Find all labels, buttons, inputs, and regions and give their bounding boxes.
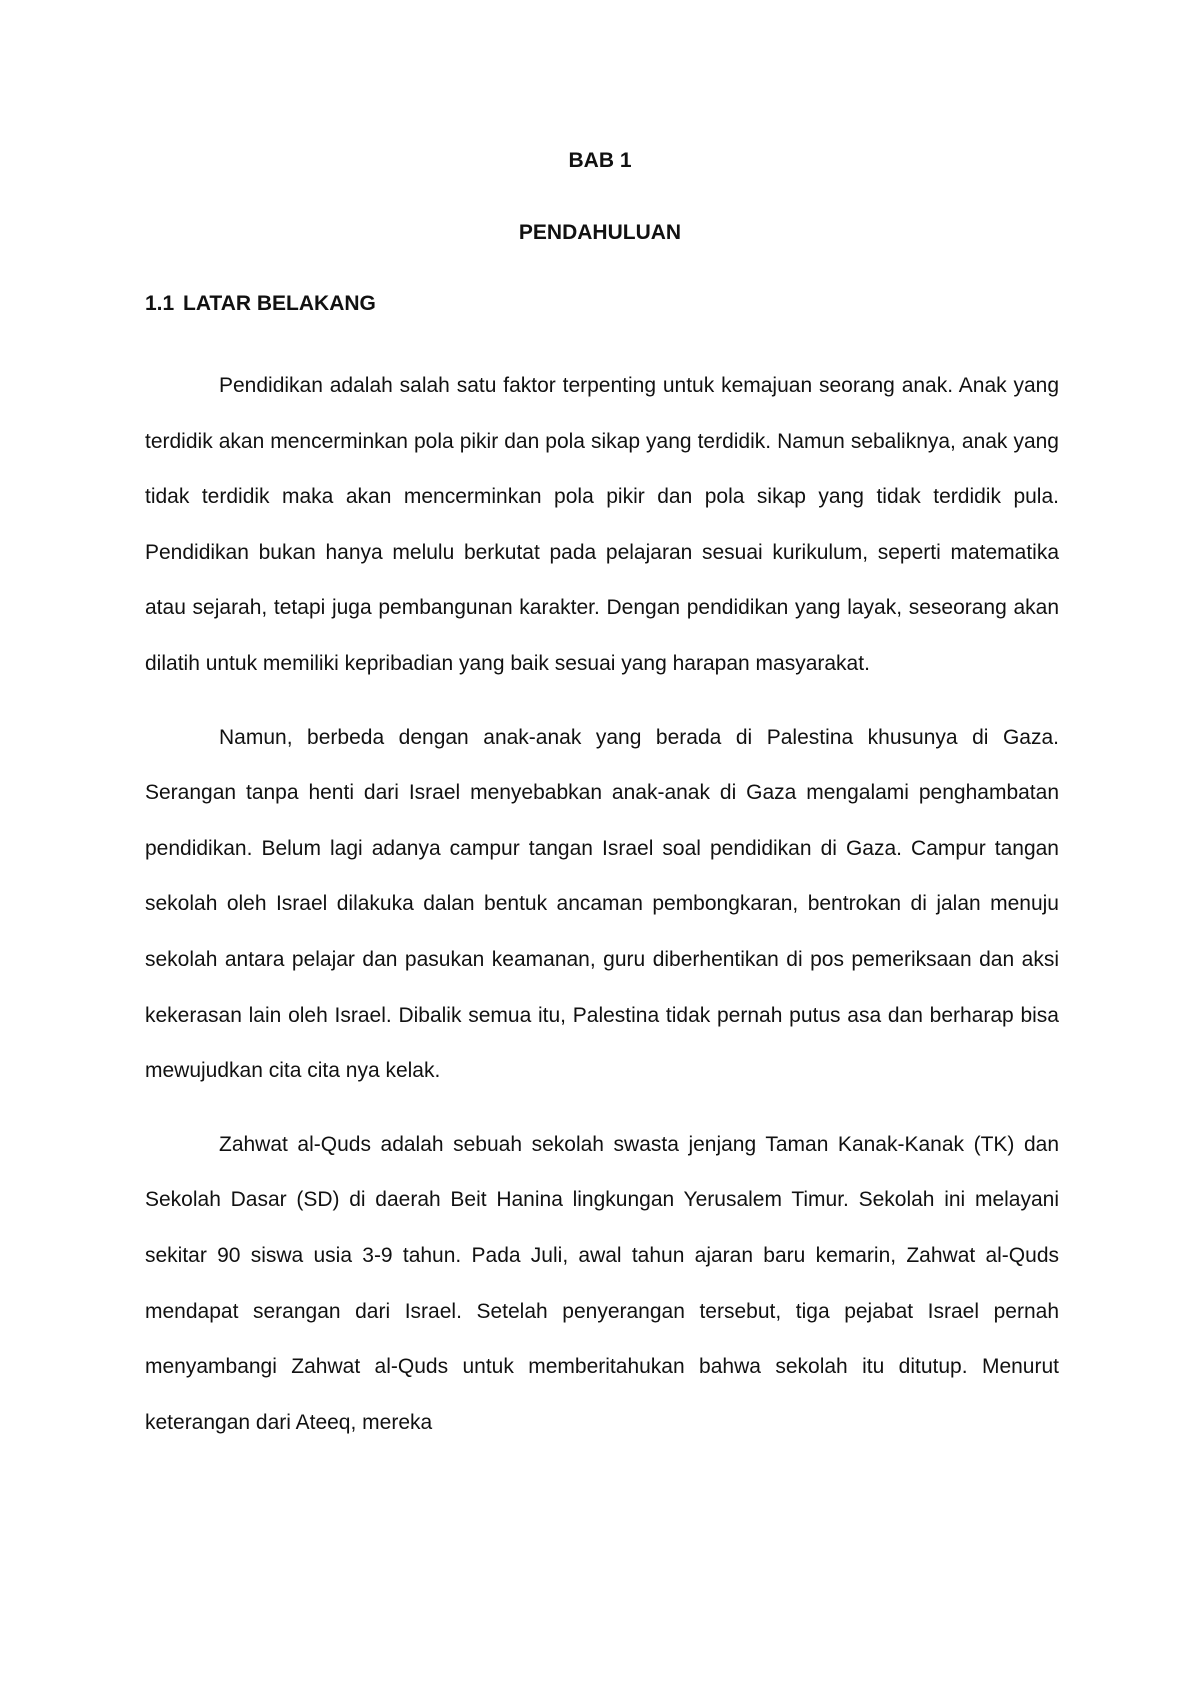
body-text xyxy=(145,358,1059,1468)
section-heading xyxy=(145,291,376,317)
paragraph-1: Pendidikan adalah salah satu faktor terpenting untuk kemajuan seorang anak. Anak yang terdidik akan mencerminkan pola pikir dan pola sikap yang terdidik. Namun sebaliknya, anak yang tidak terdidik maka akan mencerminkan pola pikir dan pola sikap yang tidak terdidik pula. Pendidikan bukan hanya melulu berkutat pada pelajaran sesuai kurikulum, seperti matematika atau sejarah, tetapi juga pembangunan karakter. Dengan pendidikan yang layak, seseorang akan dilatih untuk memiliki kepribadian yang baik sesuai yang harapan masyarakat. xyxy=(145,374,1059,675)
paragraph-3: Zahwat al-Quds adalah sebuah sekolah swasta jenjang Taman Kanak-Kanak (TK) dan Sekolah Dasar (SD) di daerah Beit Hanina lingkungan Yerusalem Timur. Sekolah ini melayani sekitar 90 siswa usia 3-9 tahun. Pada Juli, awal tahun ajaran baru kemarin, Zahwat al-Quds mendapat serangan dari Israel. Setelah penyerangan tersebut, tiga pejabat Israel pernah menyambangi Zahwat al-Quds untuk memberitahukan bahwa sekolah itu ditutup. Menurut keterangan dari Ateeq, mereka xyxy=(145,1132,1059,1434)
chapter-label: BAB 1 xyxy=(568,149,632,172)
paragraph-2: Namun, berbeda dengan anak-anak yang berada di Palestina khusunya di Gaza. Serangan tanpa henti dari Israel menyebabkan anak-anak di Gaza mengalami penghambatan pendidikan. Belum lagi adanya campur tangan Israel soal pendidikan di Gaza. Campur tangan sekolah oleh Israel dilakuka dalan bentuk ancaman pembongkaran, bentrokan di jalan menuju sekolah antara pelajar dan pasukan keamanan, guru diberhentikan di pos pemeriksaan dan aksi kekerasan lain oleh Israel. Dibalik semua itu, Palestina tidak pernah putus asa dan berharap bisa mewujudkan cita cita nya kelak. xyxy=(145,725,1059,1083)
chapter-title: PENDAHULUAN xyxy=(518,221,682,244)
section-title: LATAR BELAKANG xyxy=(183,292,376,315)
section-number: 1.1 xyxy=(145,292,175,315)
